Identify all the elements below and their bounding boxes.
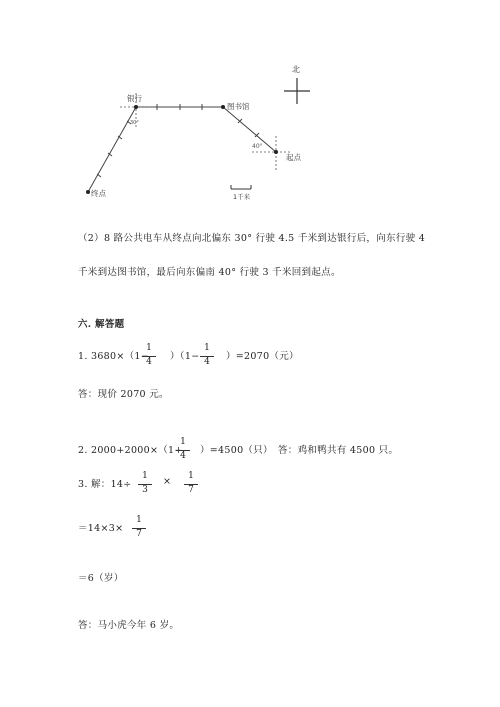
p2-frac	[176, 438, 190, 463]
p3-part-a: 3. 解：14÷	[78, 479, 132, 490]
p1-part-c: ）=2070（元）	[226, 351, 299, 362]
p3-frac-2-den: 7	[188, 485, 194, 495]
p3-answer: 答：马小虎今年 6 岁。	[78, 620, 180, 631]
direction-guides	[120, 93, 290, 172]
p3-frac-1	[138, 472, 152, 497]
p1-frac-1	[142, 344, 156, 369]
bank-label: 银行	[127, 94, 142, 103]
scale-bar	[231, 185, 251, 189]
library-point	[221, 105, 225, 109]
library-label: 图书馆	[227, 102, 250, 111]
q2-line-2: 千米到达图书馆，最后向东偏南 40° 行驶 3 千米回到起点。	[78, 267, 341, 278]
p1-frac-2	[200, 344, 214, 369]
p2-frac-num: 1	[180, 437, 186, 447]
start-label: 起点	[286, 153, 301, 162]
p3-frac-3	[132, 516, 146, 541]
p1-frac-1-num: 1	[146, 343, 152, 353]
p2-answer: 答：鸡和鸭共有 4500 只。	[278, 445, 399, 456]
p1-part-a: 1. 3680×（1−	[78, 351, 150, 362]
section-title: 六. 解答题	[78, 319, 125, 330]
route-path	[88, 107, 276, 192]
scale-label: 1千米	[233, 193, 251, 201]
route-map	[0, 0, 500, 215]
terminal-label: 终点	[91, 189, 106, 198]
start-angle-label: 40°	[252, 143, 263, 150]
p3-frac-1-num: 1	[142, 471, 148, 481]
route-ticks	[97, 104, 259, 177]
p3-frac-3-num: 1	[136, 515, 142, 525]
start-point	[274, 150, 278, 154]
bank-point	[134, 105, 138, 109]
terminal-point	[86, 190, 90, 194]
compass-icon	[284, 78, 310, 104]
compass-north-label: 北	[292, 65, 300, 74]
p1-part-b: ）（1−	[170, 351, 200, 362]
p2-frac-den: 4	[180, 451, 186, 461]
p1-frac-2-num: 1	[204, 343, 210, 353]
p2-part-a: 2. 2000+2000×（1+	[78, 445, 183, 456]
p1-frac-2-den: 4	[204, 357, 210, 367]
p1-answer: 答：现价 2070 元。	[78, 389, 169, 400]
p3-line-2: ＝14×3×	[78, 523, 124, 534]
p1-frac-1-den: 4	[146, 357, 152, 367]
p3-line-3: ＝6（岁）	[78, 573, 124, 584]
p3-frac-2-num: 1	[188, 471, 194, 481]
p3-frac-1-den: 3	[142, 485, 148, 495]
bank-angle-label: 30°	[130, 120, 139, 126]
p2-part-b: ）=4500（只）	[200, 445, 273, 456]
p3-frac-2	[184, 472, 198, 497]
p3-frac-3-den: 7	[136, 529, 142, 539]
p3-times: ×	[163, 476, 172, 487]
q2-line-1: （2）8 路公共电车从终点向北偏东 30° 行驶 4.5 千米到达银行后，向东行驶 4	[78, 233, 426, 244]
